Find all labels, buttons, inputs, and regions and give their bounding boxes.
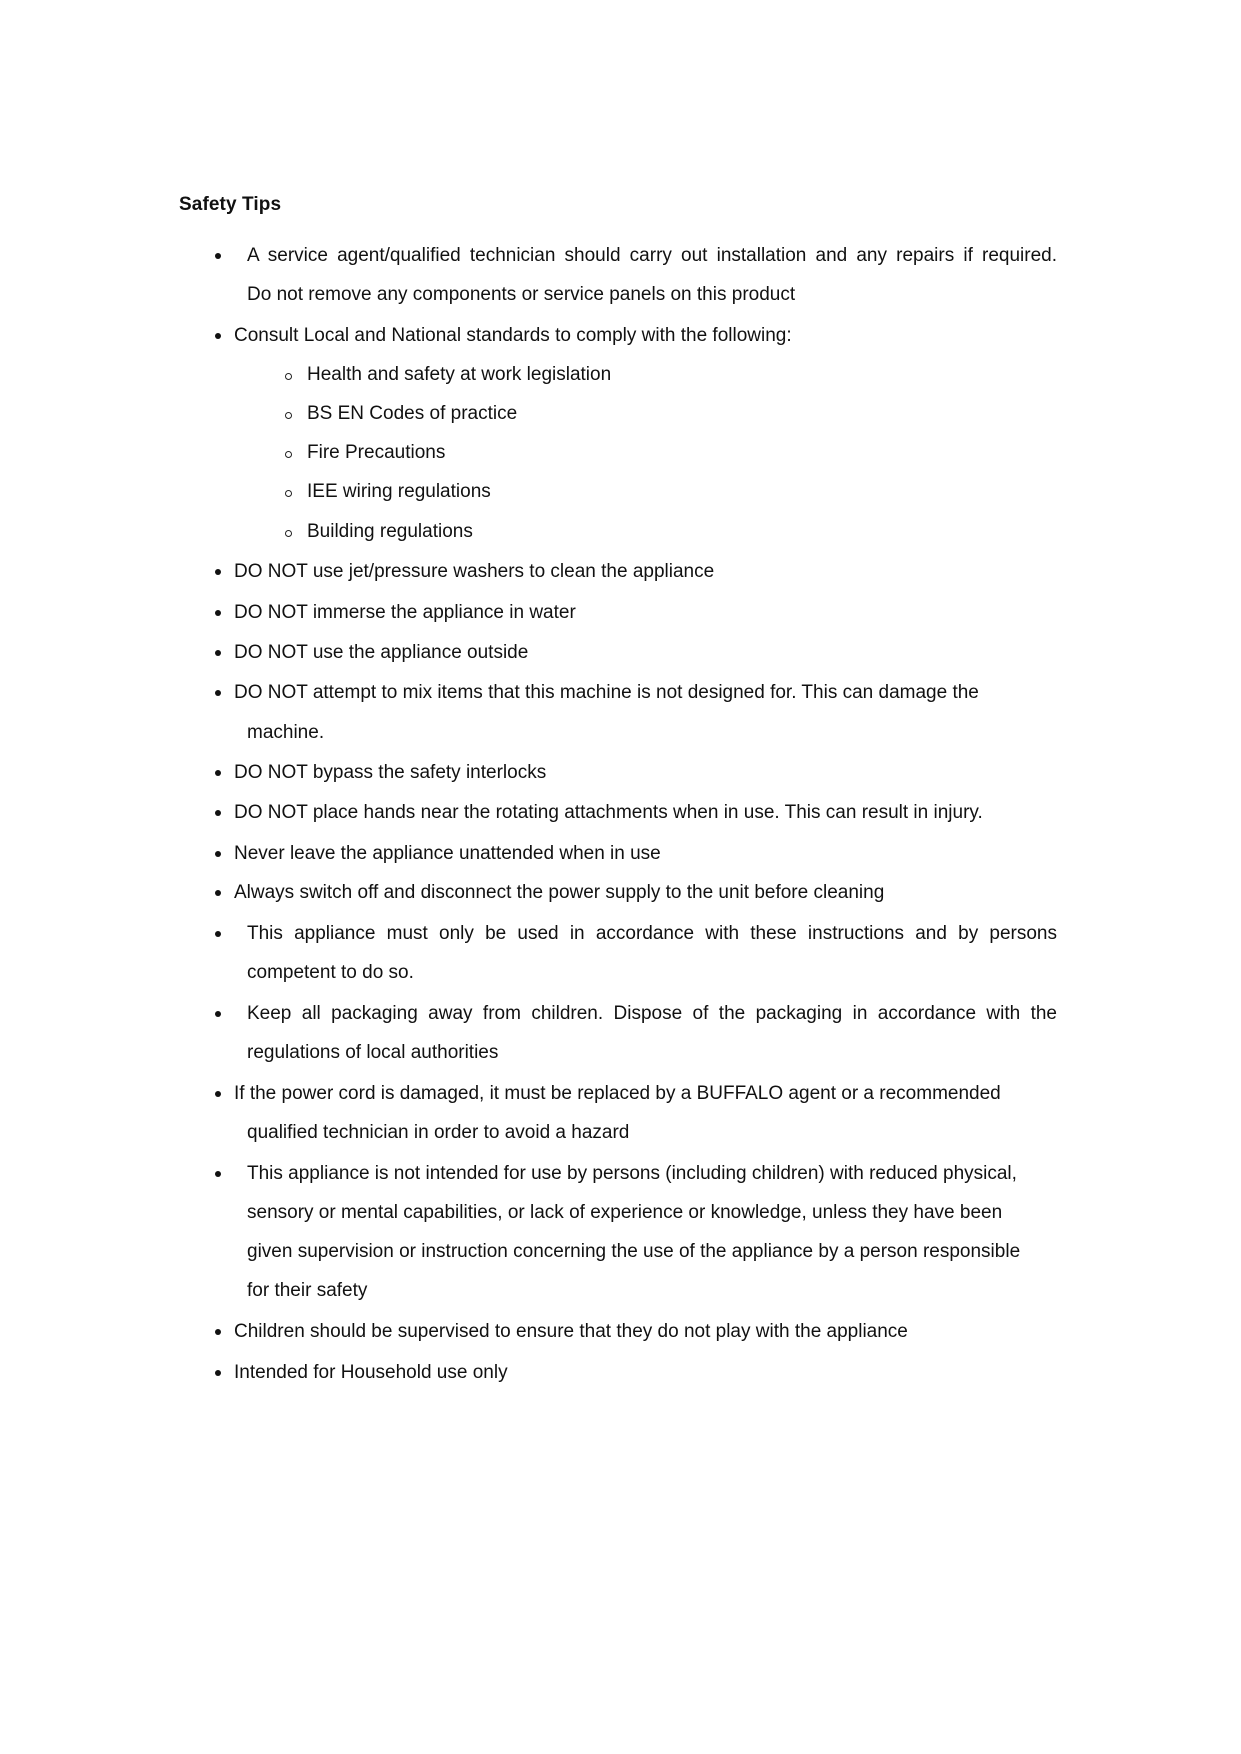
list-item-line: Intended for Household use only xyxy=(234,1362,508,1383)
bullet-icon xyxy=(215,333,221,339)
list-item-line: Never leave the appliance unattended when in use xyxy=(234,843,661,864)
list-item-line: DO NOT immerse the appliance in water xyxy=(234,602,576,623)
bullet-icon xyxy=(215,1011,221,1017)
list-item-line: This appliance must only be used in accordance with these instructions and by persons xyxy=(247,923,1057,944)
bullet-icon xyxy=(215,650,221,656)
bullet-icon xyxy=(215,1171,221,1177)
bullet-icon xyxy=(215,1329,221,1335)
list-item-line: Do not remove any components or service panels on this product xyxy=(247,284,796,305)
sub-list-item: IEE wiring regulations xyxy=(307,481,491,502)
list-item-line: Children should be supervised to ensure that they do not play with the appliance xyxy=(234,1321,908,1342)
bullet-icon xyxy=(215,1091,221,1097)
list-item-line: DO NOT place hands near the rotating attachments when in use. This can result in injury. xyxy=(234,802,983,823)
list-item-line: DO NOT bypass the safety interlocks xyxy=(234,762,547,783)
list-item-line: sensory or mental capabilities, or lack of experience or knowledge, unless they have been xyxy=(247,1202,1003,1223)
page-title: Safety Tips xyxy=(179,194,282,215)
list-item-line: given supervision or instruction concerning the use of the appliance by a person responsible xyxy=(247,1241,1021,1262)
list-item-line: qualified technician in order to avoid a hazard xyxy=(247,1122,630,1143)
list-item-line: If the power cord is damaged, it must be replaced by a BUFFALO agent or a recommended xyxy=(234,1083,1001,1104)
bullet-icon xyxy=(215,770,221,776)
list-item-line: machine. xyxy=(247,722,325,743)
bullet-icon xyxy=(215,890,221,896)
bullet-icon xyxy=(215,690,221,696)
sub-bullet-icon xyxy=(285,530,292,537)
bullet-icon xyxy=(215,610,221,616)
bullet-icon xyxy=(215,253,221,259)
list-item-line: A service agent/qualified technician should carry out installation and any repairs if required. xyxy=(247,245,1057,266)
sub-bullet-icon xyxy=(285,490,292,497)
sub-bullet-icon xyxy=(285,451,292,458)
list-item-line: DO NOT use jet/pressure washers to clean the appliance xyxy=(234,561,715,582)
bullet-icon xyxy=(215,810,221,816)
sub-list-item: Building regulations xyxy=(307,521,473,542)
sub-list-item: Fire Precautions xyxy=(307,442,446,463)
list-item-line: regulations of local authorities xyxy=(247,1042,499,1063)
list-item-line: competent to do so. xyxy=(247,962,414,983)
list-item-line: Always switch off and disconnect the power supply to the unit before cleaning xyxy=(234,882,885,903)
list-item-line: This appliance is not intended for use by persons (including children) with reduced physical, xyxy=(247,1163,1017,1184)
sub-list-item: BS EN Codes of practice xyxy=(307,403,518,424)
list-item-line: for their safety xyxy=(247,1280,368,1301)
bullet-icon xyxy=(215,569,221,575)
bullet-icon xyxy=(215,1370,221,1376)
list-item-line: Consult Local and National standards to comply with the following: xyxy=(234,325,792,346)
bullet-icon xyxy=(215,851,221,857)
list-item-line: DO NOT use the appliance outside xyxy=(234,642,529,663)
bullet-icon xyxy=(215,931,221,937)
list-item-line: Keep all packaging away from children. Dispose of the packaging in accordance with the xyxy=(247,1003,1057,1024)
list-item-line: DO NOT attempt to mix items that this machine is not designed for. This can damage the xyxy=(234,682,979,703)
sub-list-item: Health and safety at work legislation xyxy=(307,364,612,385)
sub-bullet-icon xyxy=(285,412,292,419)
sub-bullet-icon xyxy=(285,373,292,380)
